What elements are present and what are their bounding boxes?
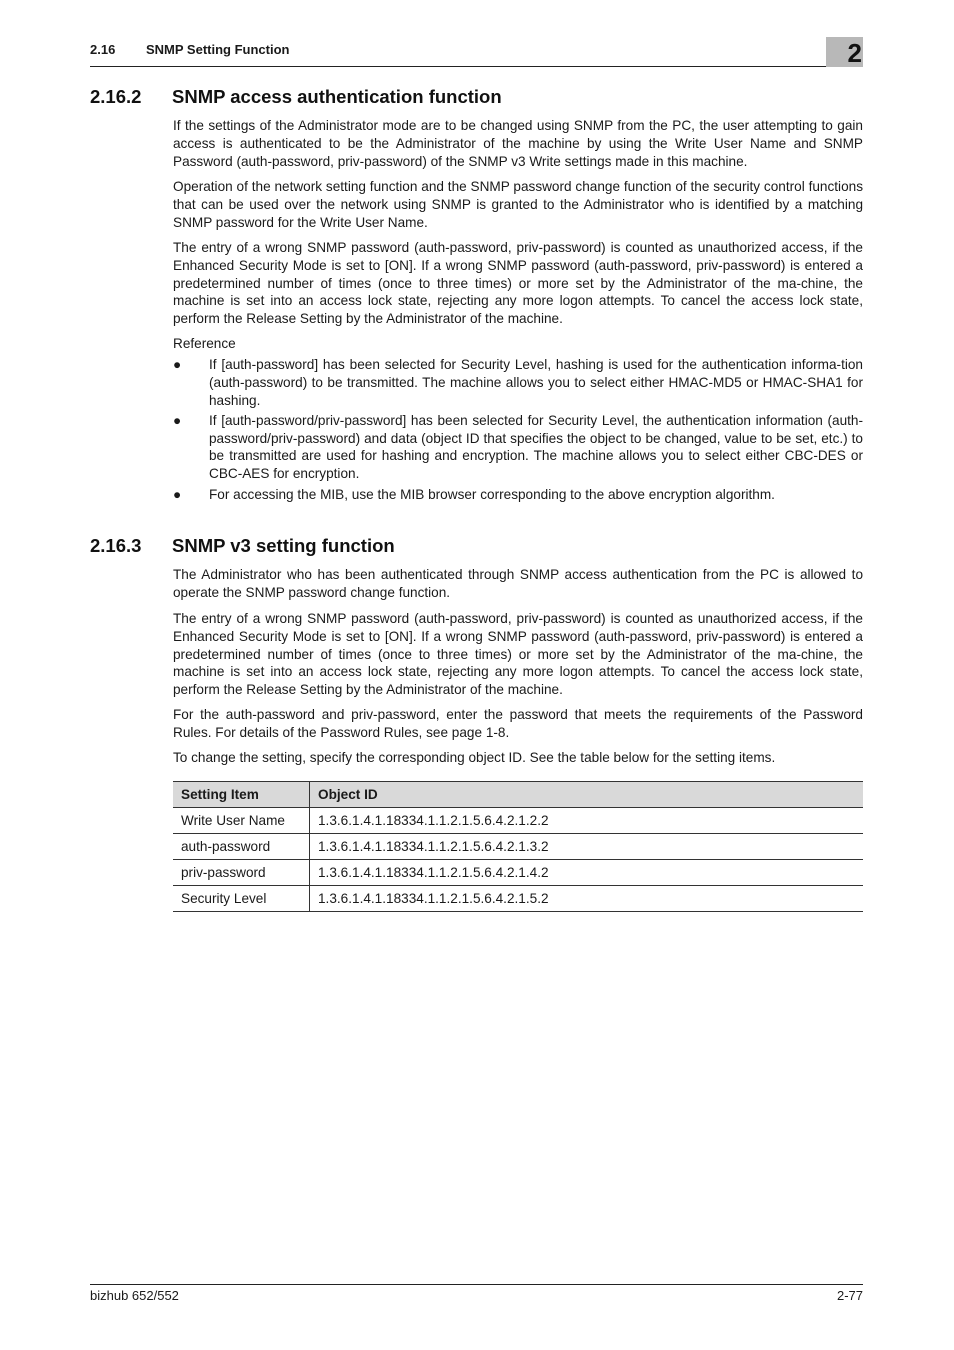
table-row — [173, 834, 863, 860]
list-item: ● If [auth-password] has been selected for Security Level, hashing is used for the authentication informa-tion (auth-password) to be transmitted. The machine allows you to select either HMAC-MD5 or HMAC-SHA1 for hashing. — [173, 357, 863, 408]
object-id-cell: 1.3.6.1.4.1.18334.1.1.2.1.5.6.4.2.1.2.2 — [310, 808, 864, 834]
reference-label: Reference — [173, 336, 236, 351]
paragraph: If the settings of the Administrator mode are to be changed using SNMP from the PC, the user attempting to gain access is authenticated to be the Administrator of the machine by using the Write User Name and SNMP Password (auth-password, priv-password) of the SNMP v3 Write settings made in this machine. — [173, 118, 863, 169]
table-row — [173, 808, 863, 834]
footer-page-number: 2-77 — [836, 1288, 863, 1303]
column-header-object-id: Object ID — [310, 782, 864, 808]
setting-items-table — [173, 781, 863, 912]
setting-item-cell: Write User Name — [173, 808, 310, 834]
chapter-number-badge: 2 — [826, 37, 863, 67]
reference-bullet-list — [173, 356, 863, 506]
bullet-icon: ● — [173, 412, 182, 428]
list-item: ● If [auth-password/priv-password] has been selected for Security Level, the authentication information (auth-password/priv-password) and data (object ID that specifies the object to be changed, value to be set, etc.) to be transmitted are used for hashing and encryption. The machine allows you to select either CBC-DES or CBC-AES for encryption. — [173, 412, 863, 482]
paragraph: To change the setting, specify the corresponding object ID. See the table below for the setting items. — [173, 750, 776, 765]
section-title: SNMP v3 setting function — [172, 535, 395, 556]
paragraph: The entry of a wrong SNMP password (auth-password, priv-password) is counted as unauthorized access, if the Enhanced Security Mode is set to [ON]. If a wrong SNMP password (auth-password, priv-password) is entered a predetermined number of times (once to three times) or more set by the Administrator of the ma-chine, the machine is set into an access lock state, rejecting any more logon attempts. To cancel the access lock state, perform the Release Setting by the Administrator of the machine. — [173, 611, 863, 698]
section-heading-2-16-3 — [90, 535, 395, 557]
paragraph: Operation of the network setting function and the SNMP password change function of the security control functions that can be used over the network using SNMP is granted to the Administrator who is identified by a matching SNMP password for the Write User Name. — [173, 179, 863, 230]
section-title: SNMP access authentication function — [172, 86, 502, 107]
setting-item-cell: auth-password — [173, 834, 310, 860]
page-footer — [90, 1284, 863, 1303]
bullet-icon: ● — [173, 357, 182, 372]
object-id-cell: 1.3.6.1.4.1.18334.1.1.2.1.5.6.4.2.1.3.2 — [310, 834, 864, 860]
header-section-number: 2.16 — [90, 42, 116, 57]
column-header-setting-item: Setting Item — [173, 782, 310, 808]
footer-product-name: bizhub 652/552 — [90, 1288, 179, 1303]
table-row — [173, 886, 863, 912]
header-section-title: SNMP Setting Function — [146, 42, 290, 57]
paragraph: The Administrator who has been authenticated through SNMP access authentication from the PC is allowed to operate the SNMP password change function. — [173, 567, 863, 600]
bullet-icon: ● — [173, 486, 182, 502]
object-id-cell: 1.3.6.1.4.1.18334.1.1.2.1.5.6.4.2.1.4.2 — [310, 860, 864, 886]
table-row — [173, 860, 863, 886]
page-header — [90, 40, 863, 67]
setting-item-cell: priv-password — [173, 860, 310, 886]
paragraph: For the auth-password and priv-password, enter the password that meets the requirements of the Password Rules. For details of the Password Rules, see page 1-8. — [173, 707, 863, 740]
section-number: 2.16.2 — [90, 86, 142, 107]
paragraph: The entry of a wrong SNMP password (auth-password, priv-password) is counted as unauthorized access, if the Enhanced Security Mode is set to [ON]. If a wrong SNMP password (auth-password, priv-password) is entered a predetermined number of times (once to three times) or more set by the Administrator of the ma-chine, the machine is set into an access lock state, rejecting any more logon attempts. To cancel the access lock state, perform the Release Setting by the Administrator of the machine. — [173, 240, 863, 327]
object-id-cell: 1.3.6.1.4.1.18334.1.1.2.1.5.6.4.2.1.5.2 — [310, 886, 864, 912]
setting-item-cell: Security Level — [173, 886, 310, 912]
section-number: 2.16.3 — [90, 535, 142, 556]
table-header-row — [173, 782, 863, 808]
list-item: ● For accessing the MIB, use the MIB browser corresponding to the above encryption algorithm. — [173, 486, 775, 502]
section-heading-2-16-2 — [90, 86, 502, 108]
